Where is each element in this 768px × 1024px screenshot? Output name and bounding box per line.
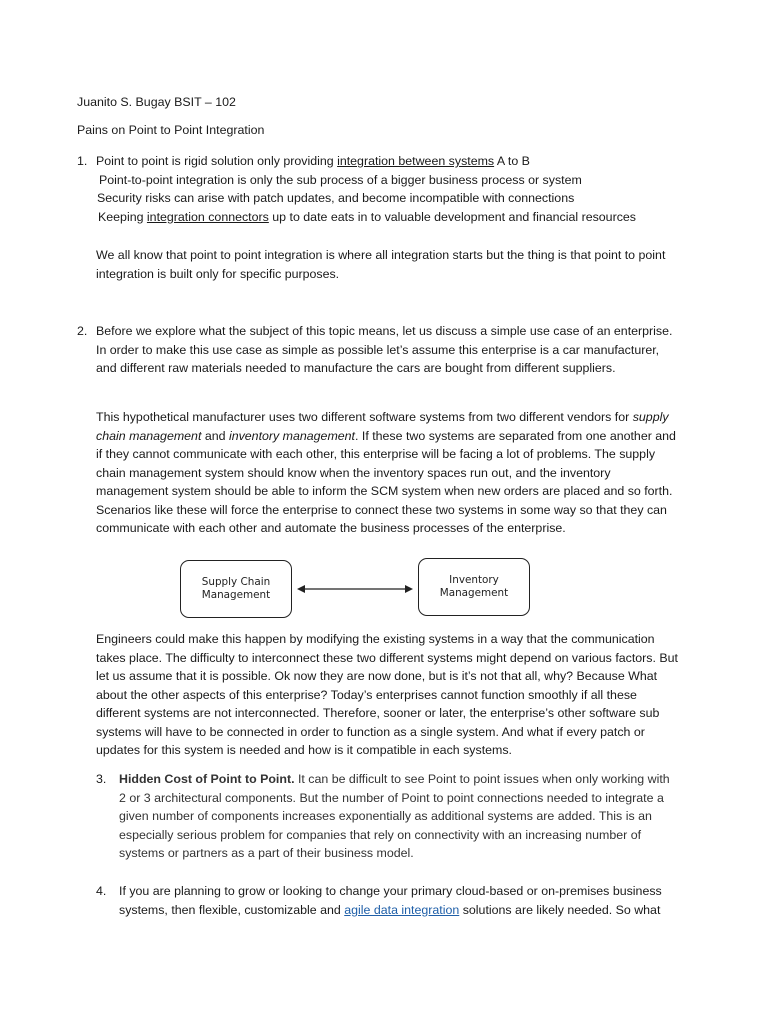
item1-line2: Point-to-point integration is only the sub process of a bigger business process or system (99, 172, 582, 187)
item2-intro: Before we explore what the subject of this topic means, let us discuss a simple use case of an enterprise. In order to make this use case as simple as possible let’s assume this enterprise is a car manufacturer, and different raw materials needed to manufacture the cars are bought from different suppliers. (96, 324, 673, 375)
item4-text: If you are planning to grow or looking to change your primary cloud-based or on-premises business systems, then flexible, customizable and agile data integration solutions are likely needed. So what (119, 884, 662, 917)
integration-link[interactable]: integration between systems (337, 154, 495, 168)
integration-diagram (178, 557, 530, 621)
integration-connectors-link[interactable]: integration connectors (146, 209, 269, 224)
item1-line3: Security risks can arise with patch updates, and become incompatible with connections (97, 191, 575, 205)
author-line: Juanito S. Bugay BSIT – 102 (77, 95, 236, 109)
document-title: Pains on Point to Point Integration (77, 123, 265, 137)
agile-data-integration-link[interactable]: agile data integration (344, 902, 460, 917)
list-number-3: 3. (96, 772, 107, 786)
item2-paragraph-2: This hypothetical manufacturer uses two different software systems from two different vendors for supply chain management and inventory management. If these two systems are separated from one another and if they cannot communicate with each other, this enterprise will be facing a lot of problems. The supply chain management system should know when the inventory spaces run out, and the inventory management system should be able to inform the SCM system when new orders are placed and so forth. Scenarios like these will force the enterprise to connect these two systems in some way so that they can communicate with each other and automate the business processes of the enterprise. (96, 410, 676, 535)
item1-line1: Point to point is rigid solution only providing integration between systems A to B (96, 154, 530, 168)
item3-lead: Hidden Cost of Point to Point. (119, 772, 295, 786)
bidirectional-arrow-icon (296, 581, 414, 597)
item3-text: Hidden Cost of Point to Point. It can be difficult to see Point to point issues when only working with 2 or 3 architectural components. But the number of Point to point connections needed to integrate a given number of components increases exponentially as additional systems are added. This is an especially serious problem for companies that rely on connectivity with an increasing number of systems or partners as a part of their business model. (119, 772, 670, 860)
item1-line4: Keeping integration connectors up to date eats in to valuable development and financial resources (98, 209, 636, 224)
inventory-box: Inventory Management (418, 558, 530, 616)
list-item-1 (96, 152, 696, 226)
list-number-1: 1. (77, 154, 88, 168)
list-number-4: 4. (96, 884, 107, 898)
item1-paragraph: We all know that point to point integration is where all integration starts but the thing is that point to point integration is built only for specific purposes. (96, 248, 666, 281)
supply-chain-box: Supply Chain Management (180, 560, 292, 618)
list-number-2: 2. (77, 324, 88, 338)
item2-paragraph-3: Engineers could make this happen by modifying the existing systems in a way that the communication takes place. The difficulty to interconnect these two different systems might depend on various factors. But let us assume that it is possible. Ok now they are now done, but is it’s not that all, why? Because What about the other aspects of this enterprise? Today’s enterprises cannot function smoothly if all these different systems are not interconnected. Therefore, sooner or later, the enterprise’s other software sub systems will have to be connected in order to function as a single system. And what if every patch or updates for this system is needed and how is it compatible in each systems. (96, 632, 678, 757)
